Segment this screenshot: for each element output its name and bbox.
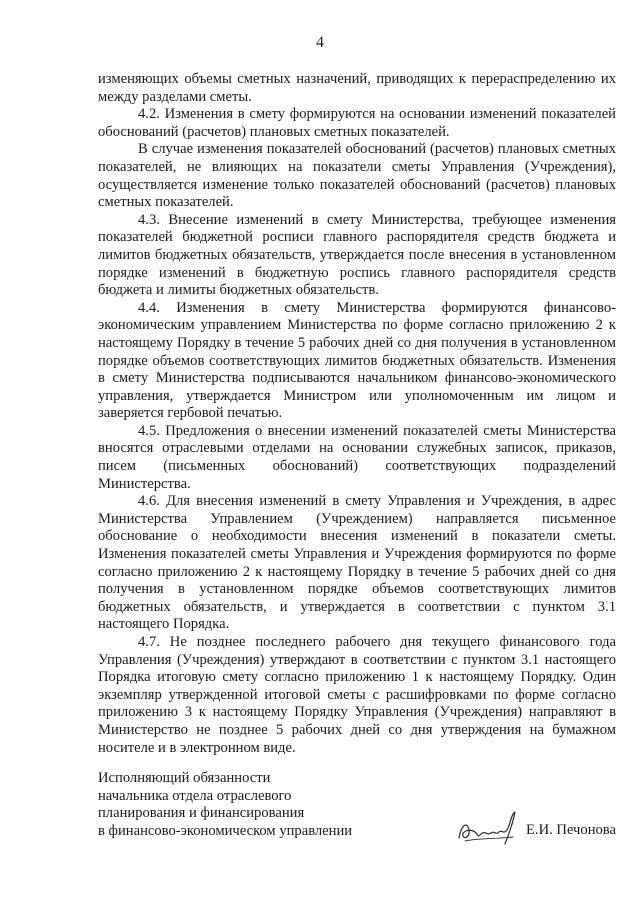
paragraph-4-7: 4.7. Не позднее последнего рабочего дня текущего финансового года Управления (Учреждения) утверждают в соответствии с пунктом 3.1 настоящего Порядка итоговую смету согласно приложению 1 к настоящему Порядку. Один экземпляр утвержденной итоговой сметы с расшифровками по форме согласно приложению 3 к настоящему Порядку Управления (Учреждения) направляют в Министерство не позднее 5 рабочих дней со дня утверждения на бумажном носителе и в электронном виде. — [98, 634, 616, 756]
paragraph-4-3: 4.3. Внесение изменений в смету Министерства, требующее изменения показателей бюджетной росписи главного распорядителя средств бюджета и лимитов бюджетных обязательств, утверждается после внесения в установленном порядке изменений в бюджетную роспись главного распорядителя средств бюджета и лимиты бюджетных обязательств. — [98, 211, 616, 299]
paragraph-4-2: 4.2. Изменения в смету формируются на основании изменений показателей обоснований (расчетов) плановых сметных показателей. — [98, 106, 616, 140]
signatory-position-line: в финансово-экономическом управлении — [98, 822, 353, 839]
paragraph-continuation: изменяющих объемы сметных назначений, приводящих к перераспределению их между разделами сметы. — [98, 71, 616, 105]
paragraph-4-4: 4.4. Изменения в смету Министерства формируются финансово-экономическим управлением Министерства по форме согласно приложению 2 к настоящему Порядку в течение 5 рабочих дней со дня получения в установленном порядке объемов соответствующих лимитов бюджетных обязательств. Изменения в смету Министерства подписываются начальником финансово-экономического управления, утверждается Министром или уполномоченным им лицом и заверяется гербовой печатью. — [98, 299, 616, 422]
signer-name: Е.И. Печонова — [526, 822, 616, 838]
paragraph-4-6: 4.6. Для внесения изменений в смету Управления и Учреждения, в адрес Министерства Управлением (Учреждением) направляется письменное обоснование о необходимости внесения изменений в показатели сметы. Изменения показателей сметы Управления и Учреждения формируются по форме согласно приложению 2 к настоящему Порядку в течение 5 рабочих дней со дня получения в установленном порядке объемов соответствующих лимитов бюджетных обязательств, и утверждается в соответствии с пунктом 3.1 настоящего Порядка. — [98, 493, 616, 633]
document-body — [98, 71, 616, 757]
signatory-position-line: начальника отдела отраслевого — [98, 787, 292, 804]
page-number: 4 — [316, 34, 324, 51]
handwritten-signature — [455, 808, 519, 848]
signatory-position-line: Исполняющий обязанности — [98, 770, 271, 786]
signatory-position-line: планирования и финансирования — [98, 805, 305, 822]
paragraph-4-5: 4.5. Предложения о внесении изменений показателей сметы Министерства вносятся отраслевыми отделами на основании служебных записок, приказов, писем (письменных обоснований) соответствующих подразделений Министерства. — [98, 422, 616, 492]
paragraph-4-2-note: В случае изменения показателей обоснований (расчетов) плановых сметных показателей, не влияющих на показатели сметы Управления (Учреждения), осуществляется изменение только показателей обоснований (расчетов) плановых сметных показателей. — [98, 141, 616, 211]
